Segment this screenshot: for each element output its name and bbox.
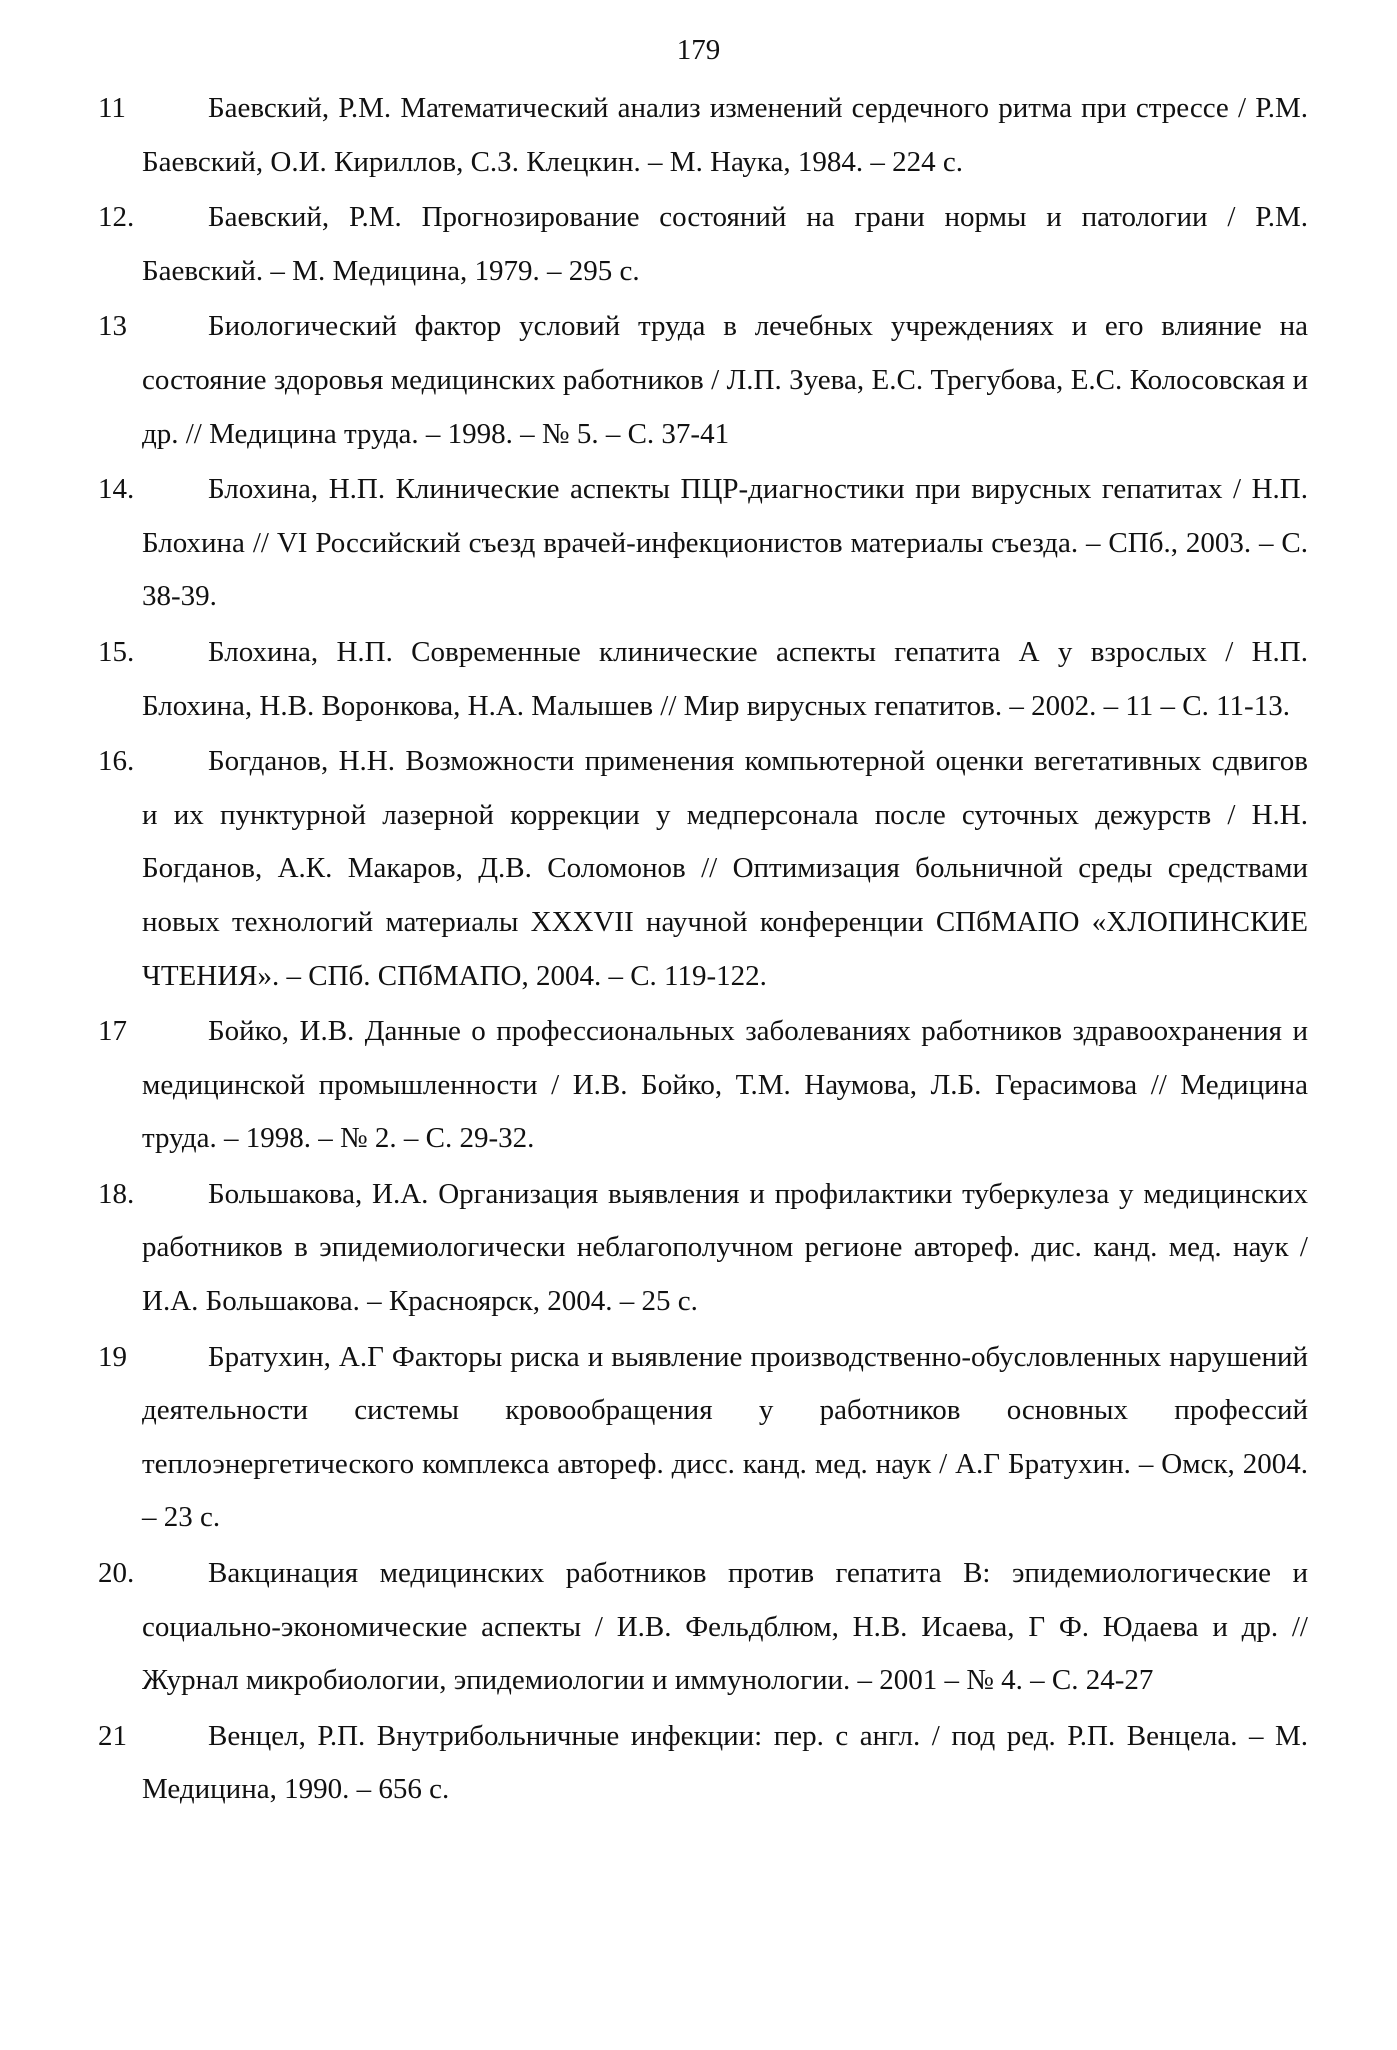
- reference-number: 14.: [98, 473, 135, 506]
- page-number: 179: [676, 34, 721, 66]
- reference-text: Биологический фактор условий труда в лечебных учреждениях и его влияние на состояние здоровья медицинских работников / Л.П. Зуева, Е.С. Трегубова, Е.С. Колосовская и др. // Медицина труда. – 1998. – № 5. – С. 37-41: [142, 310, 1308, 450]
- reference-number: 13: [98, 310, 127, 343]
- reference-number: 17: [98, 1015, 127, 1048]
- reference-number: 16.: [98, 745, 135, 778]
- reference-item: [98, 735, 1308, 1003]
- reference-text: Блохина, Н.П. Клинические аспекты ПЦР-диагностики при вирусных гепатитах / Н.П. Блохина // VI Российский съезд врачей-инфекционистов материалы съезда. – СПб., 2003. – С. 38-39.: [142, 473, 1308, 613]
- reference-text: Богданов, Н.Н. Возможности применения компьютерной оценки вегетативных сдвигов и их пунктурной лазерной коррекции у медперсонала после суточных дежурств / Н.Н. Богданов, А.К. Макаров, Д.В. Соломонов // Оптимизация больничной среды средствами новых технологий материалы XXXVII научной конференции СПбМАПО «ХЛОПИНСКИЕ ЧТЕНИЯ». – СПб. СПбМАПО, 2004. – С. 119-122.: [142, 745, 1308, 992]
- reference-number: 12.: [98, 201, 135, 234]
- reference-item: [98, 300, 1308, 461]
- reference-number: 21: [98, 1719, 127, 1752]
- reference-number: 18.: [98, 1177, 135, 1210]
- reference-item: [98, 1710, 1308, 1817]
- reference-text: Венцел, Р.П. Внутрибольничные инфекции: пер. с англ. / под ред. Р.П. Венцела. – М. Медицина, 1990. – 656 с.: [142, 1719, 1308, 1806]
- reference-text: Баевский, Р.М. Прогнозирование состояний на грани нормы и патологии / Р.М. Баевский. – М. Медицина, 1979. – 295 с.: [142, 201, 1308, 287]
- reference-item: [98, 626, 1308, 733]
- reference-text: Бойко, И.В. Данные о профессиональных заболеваниях работников здравоохранения и медицинской промышленности / И.В. Бойко, Т.М. Наумова, Л.Б. Герасимова // Медицина труда. – 1998. – № 2. – С. 29-32.: [142, 1015, 1308, 1155]
- reference-text: Братухин, А.Г Факторы риска и выявление производственно-обусловленных нарушений деятельности системы кровообращения у работников основных профессий теплоэнергетического комплекса автореф. дисс. канд. мед. наук / А.Г Братухин. – Омск, 2004. – 23 с.: [142, 1340, 1308, 1534]
- reference-item: [98, 1005, 1308, 1166]
- reference-item: [98, 463, 1308, 624]
- reference-number: 11: [98, 92, 126, 124]
- reference-text: Блохина, Н.П. Современные клинические аспекты гепатита А у взрослых / Н.П. Блохина, Н.В. Воронкова, Н.А. Малышев // Мир вирусных гепатитов. – 2002. – 11 – С. 11-13.: [142, 635, 1308, 722]
- reference-item: [98, 1331, 1308, 1545]
- reference-text: Баевский, Р.М. Математический анализ изменений сердечного ритма при стрессе / Р.М. Баевский, О.И. Кириллов, С.З. Клецкин. – М. Наука, 1984. – 224 с.: [142, 92, 1308, 178]
- reference-item: [98, 82, 1308, 189]
- reference-text: Большакова, И.А. Организация выявления и профилактики туберкулеза у медицинских работников в эпидемиологически неблагополучном регионе автореф. дис. канд. мед. наук / И.А. Большакова. – Красноярск, 2004. – 25 с.: [142, 1177, 1308, 1318]
- reference-text: Вакцинация медицинских работников против гепатита В: эпидемиологические и социально-экономические аспекты / И.В. Фельдблюм, Н.В. Исаева, Г Ф. Юдаева и др. // Журнал микробиологии, эпидемиологии и иммунологии. – 2001 – № 4. – С. 24-27: [142, 1557, 1308, 1697]
- reference-number: 15.: [98, 635, 135, 668]
- reference-list: [98, 82, 1308, 1819]
- reference-item: [98, 191, 1308, 298]
- reference-item: [98, 1168, 1308, 1329]
- reference-number: 20.: [98, 1557, 135, 1590]
- reference-number: 19: [98, 1340, 127, 1373]
- reference-item: [98, 1547, 1308, 1708]
